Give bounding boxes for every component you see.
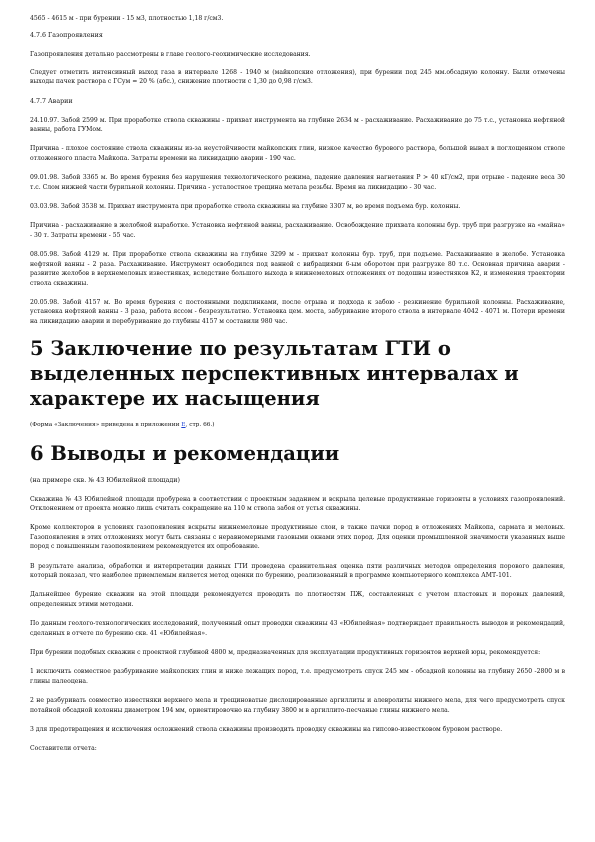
section-5-heading: 5 Заключение по результатам ГТИ о выделенных перспективных интервалах и характере их насыщения — [30, 337, 519, 411]
accident-paragraph: 24.10.97. Забой 2599 м. При проработке ствола скважины - прихват инструмента на глубине 2634 м - расхаживание. Расхаживание до 75 т.с., установка нефтяной ванны, работа ГУМом. — [30, 116, 565, 134]
section-5-note — [30, 421, 565, 430]
recommendation-item: 1 исключить совместное разбуривание майкопских глин и ниже лежащих пород, т.е. предусмотреть спуск 245 мм - обсадной колонны на глубину 2650 -2800 м в глины палеоцена. — [30, 668, 565, 685]
conclusion-paragraph: При бурении подобных скважин с проектной глубиной 4800 м, предназначенных для эксплуатации продуктивных горизонтов верхней юры, рекомендуется: — [30, 649, 541, 656]
section-4-7-6-title: 4.7.6 Газопроявления — [30, 32, 103, 40]
appendix-link[interactable]: Е — [181, 422, 186, 429]
accident-paragraph: Причина - расхаживание в желобной выработке. Установка нефтяной ванны, расхаживание. Освобождение прихвата колонны бур. труб при разгрузке на «майна» - 30 т. Затраты времени - 55 час. — [30, 222, 565, 239]
accident-paragraph: 20.05.98. Забой 4157 м. Во время бурения с постоянными подклинками, после отрыва и подхода к забою - резкинение бурильной колонны. Расхаживание, установка нефтяной ванны - 3 раза, работа яссом - безрезультатно. Установка цем. моста, забуривание второго ствола в интервале 4042 - 4071 м. Потери времени на ликвидацию аварии и перебуривание до глубины 4157 м составили 980 час. — [30, 298, 565, 325]
conclusion-paragraph: Дальнейшее бурение скважин на этой площади рекомендуется проводить по плотностям ПЖ, составленных с учетом пластовых и поровых давлений, определенных этими методами. — [30, 591, 565, 608]
section-4-7-6-paragraph: Следует отметить интенсивный выход газа в интервале 1268 - 1940 м (майкопские отложения), при бурении под 245 мм.обсадную колонну. Были отмечены выходы пачек раствора с ГСум = 20 % (абс.), снижение плотности с 1,30 до 0,98 г/см3. — [30, 68, 565, 86]
section-6-heading: 6 Выводы и рекомендации — [30, 441, 340, 465]
recommendation-item: 2 не разбуривать совместно известняки верхнего мела и трещиноватые дислоцированные аргиллиты и алевролиты нижнего мела, для чего предусмотреть спуск потайной обсадной колонны диаметром 194 мм, ориентировочно на глубину 3800 м в аргиллито-песчаные глины нижнего мела. — [30, 697, 565, 714]
section-5-note-tail: , стр. 66.) — [185, 422, 215, 429]
accident-paragraph: Причина - плохое состояние ствола скважины из-за неустойчивости майкопских глин, низкое качество бурового раствора, большой вывал в поглощенном стволе отложенного пласта Майкопа. Затраты времени на ликвидацию аварии - 190 час. — [30, 145, 565, 162]
top-line: 4565 - 4615 м - при бурении - 15 м3, плотностью 1,18 г/см3. — [30, 15, 224, 22]
accident-paragraph: 03.03.98. Забой 3538 м. Прихват инструмента при проработке ствола скважины на глубине 3307 м, во время подъема бур. колонны. — [30, 203, 461, 211]
recommendation-item: 3 для предотвращения и исключения осложнений ствола скважины производить проводку скважины на гипсово-известковом буровом растворе. — [30, 726, 503, 734]
conclusion-paragraph: Скважина № 43 Юбилейной площади пробурена в соответствии с проектным заданием и вскрыла целевые продуктивные горизонты в условиях газопроявлений. Отклонением от проекта можно лишь считать сокращение на 110 м ствола забоя от устья скважины. — [30, 495, 565, 512]
section-4-7-7-title: 4.7.7 Аварии — [30, 97, 73, 105]
accident-paragraph: 08.05.98. Забой 4129 м. При проработке ствола скважины на глубине 3299 м - прихват колонны бур. труб, при подъеме. Расхаживание в желобе. Установка нефтяной ванны - 2 раза. Расхаживание. Инструмент освободился под ванной с вибрациями 6-ым оборотом при разгрузке 80 т.с. Основная причина аварии - развитие желобов в верхнемеловых известняках, вследствие большого выхода в нижнемеловых отложениях от подошвы известняков К2, и изменения траектории ствола скважины. — [30, 251, 565, 287]
section-5-note-text: (Форма «Заключения» приведена в приложении — [30, 422, 182, 429]
conclusion-paragraph: В результате анализа, обработки и интерпретации данных ГТИ проведена сравнительная оценка пяти различных методов определения порового давления, который показал, что наиболее приемлемым является метод оценки по бурению, реализованный в программе компьютерного комплекса АМТ-101. — [30, 562, 565, 579]
section-6-subtitle: (на примере скв. № 43 Юбилейной площади) — [30, 476, 180, 484]
report-authors-label: Составители отчета: — [30, 745, 97, 753]
conclusion-paragraph: По данным геолого-технологических исследований, полученный опыт проводки скважины 43 «Юбилейная» подтверждает правильность выводов и рекомендаций, сделанных в отчете по бурению скв. 41 «Юбилейная». — [30, 620, 565, 637]
section-4-7-6-paragraph: Газопроявления детально рассмотрены в главе геолого-геохимические исследования. — [30, 51, 311, 59]
conclusion-paragraph: Кроме коллекторов в условиях газопоявления вскрыты нижнемеловые продуктивные слои, в также пачки пород в отложениях Майкопа, сармата и меловых. Газопоявления в этих отложениях могут быть связаны с неравномерными газовыми окнами этих пород. Для оценки промышленной значимости указанных выше пород с повышенным газопоявлением рекомендуется их опробование. — [30, 524, 565, 551]
accident-paragraph: 09.01.98. Забой 3365 м. Во время бурения без нарушения технологического режима, падение давления нагнетания P > 40 кГ/см2, при отрыве - падение веса 30 т.с. Слом нижней части бурильной колонны. Причина - усталостное трещина метала резьбы. Время на ликвидацию - 30 час. — [30, 174, 565, 191]
